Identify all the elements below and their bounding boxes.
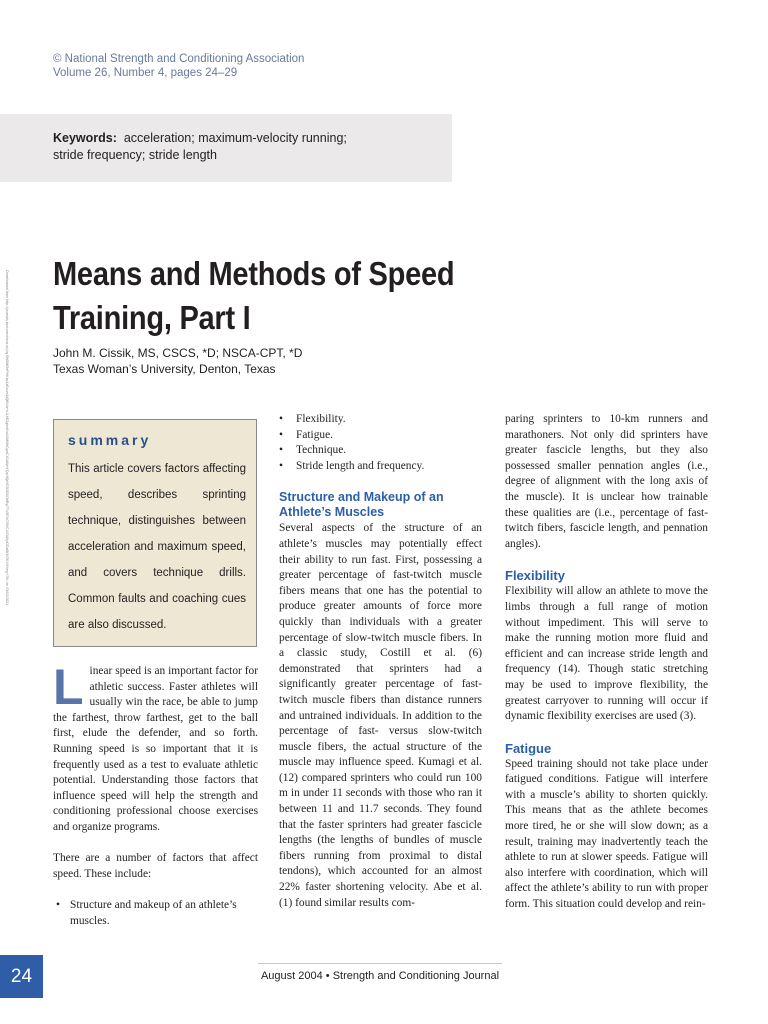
download-watermark-text: Downloaded from http://journals.lww.com/nsca-scj by BhDMf5ePHKav1zEoum1tQfN4a+kJLhEZgbsIHo4XMi0hCywCX1AWnYQp/IlQrHD3i3D0OdRyi7TvSFl4Cf3VC4/OAVpDDa8KKGKV0Ymy+78= on 03/02/2021 xyxy=(5,270,9,606)
copyright-line: © National Strength and Conditioning Association xyxy=(53,53,305,65)
fatigue-paragraph: Speed training should not take place under fatigued conditions. Fatigue will interfere with a muscle’s ability to shorten quickly. This means that as the athlete becomes more tired, he or she will slow down; as a result, training may inadvertently teach the athlete to run at slower speeds. Fatigue will also interfere with coordination, which will affect the athlete’s ability to run with proper form. This situation could develop and rein- xyxy=(505,757,708,911)
download-watermark xyxy=(1,270,11,810)
article-title xyxy=(53,252,458,340)
column-3 xyxy=(505,412,708,913)
page-number: 24 xyxy=(0,955,43,998)
title-line-1: Means and Methods of Speed xyxy=(53,255,455,292)
section-heading-fatigue: Fatigue xyxy=(505,740,552,756)
author-names: John M. Cissik, MS, CSCS, *D; NSCA-CPT, *D xyxy=(53,346,303,360)
list-item: • Stride length and frequency. xyxy=(279,459,482,475)
list-item: • Technique. xyxy=(279,443,482,459)
column-1 xyxy=(53,659,258,929)
drop-cap: L xyxy=(53,659,84,715)
summary-body: This article covers factors affecting speed, describes sprinting technique, distinguishes between acceleration and maximum speed, and covers technique drills. Common faults and coaching cues are also discussed. xyxy=(68,463,246,631)
journal-footer: August 2004 • Strength and Conditioning Journal xyxy=(260,970,500,982)
factor-list-start xyxy=(53,898,258,929)
structure-paragraph: Several aspects of the structure of an athlete’s muscles may potentially effect their ability to run fast. First, possessing a greater percentage of fast-twitch muscle fibers means that one has the potential to produce greater amounts of force more quickly than individuals with a greater percentage of slow-twitch muscle fibers. In a classic study, Costill et al. (6) demonstrated that sprinters had a significantly greater percentage of fast-twitch muscle fibers than distance runners and untrained individuals. In addition to the percentage of fast- versus slow-twitch muscle fibers, the actual structure of the muscle may influence speed. Kumagi et al. (12) compared sprinters who could run 100 m in under 11 seconds with those who ran it between 11 and 11.7 seconds. They found that the faster sprinters had greater fascicle lengths (the lengths of bundles of muscle fibers running from proximal to distal tendons), which accounted for an almost 22% faster shortening velocity. Abe et al. (1) found similar results com- xyxy=(279,522,482,909)
list-item: • Flexibility. xyxy=(279,412,482,428)
structure-paragraph-continued: paring sprinters to 10-km runners and marathoners. Not only did sprinters have greater fascicle lengths, but they also possessed smaller pennation angles (i.e., degree of alignment with the long axis of the muscle). It is unclear how trainable these qualities are (i.e., percentage of fast-twitch fibers, fascicle length, and pennation angles). xyxy=(505,413,708,550)
intro-paragraph xyxy=(53,659,258,836)
list-item: • Structure and makeup of an athlete’s muscles. xyxy=(53,898,258,929)
factor-list-continued xyxy=(279,412,482,474)
author-block xyxy=(53,345,302,377)
author-affiliation: Texas Woman’s University, Denton, Texas xyxy=(53,362,276,376)
title-line-2: Training, Part I xyxy=(53,299,251,336)
summary-heading: summary xyxy=(68,432,152,448)
journal-header xyxy=(53,52,304,80)
section-heading-flexibility: Flexibility xyxy=(505,568,565,584)
footer-divider xyxy=(258,963,502,964)
flexibility-paragraph: Flexibility will allow an athlete to move the limbs through a full range of motion without impediment. This will serve to make the running motion more fluid and efficient and can increase stride length and frequency (14). Though static stretching may be used to improve flexibility, the greatest carryover to running will occur if dynamic flexibility exercises are used (3). xyxy=(505,585,708,723)
keywords-label: Keywords: xyxy=(53,131,117,145)
section-heading-structure: Structure and Makeup of an Athlete’s Muscles xyxy=(279,490,444,520)
volume-line: Volume 26, Number 4, pages 24–29 xyxy=(53,67,238,79)
keywords xyxy=(53,130,443,164)
list-item: • Fatigue. xyxy=(279,428,482,444)
column-2 xyxy=(279,412,482,911)
summary-box xyxy=(53,419,257,647)
factors-intro: There are a number of factors that affect speed. These include: xyxy=(53,852,258,880)
keywords-line-1: acceleration; maximum-velocity running; xyxy=(123,131,347,145)
keywords-line-2: stride frequency; stride length xyxy=(53,148,217,162)
intro-text: inear speed is an important factor for athletic success. Faster athletes will usually win the race, be able to jump the farthest, throw farthest, get to the ball first, elude the defender, and so forth. Running speed is so important that it is frequently used as a test to evaluate athletic potential. Understanding those factors that influence speed will help the strength and conditioning professional choose exercises and organize programs. xyxy=(53,665,258,833)
